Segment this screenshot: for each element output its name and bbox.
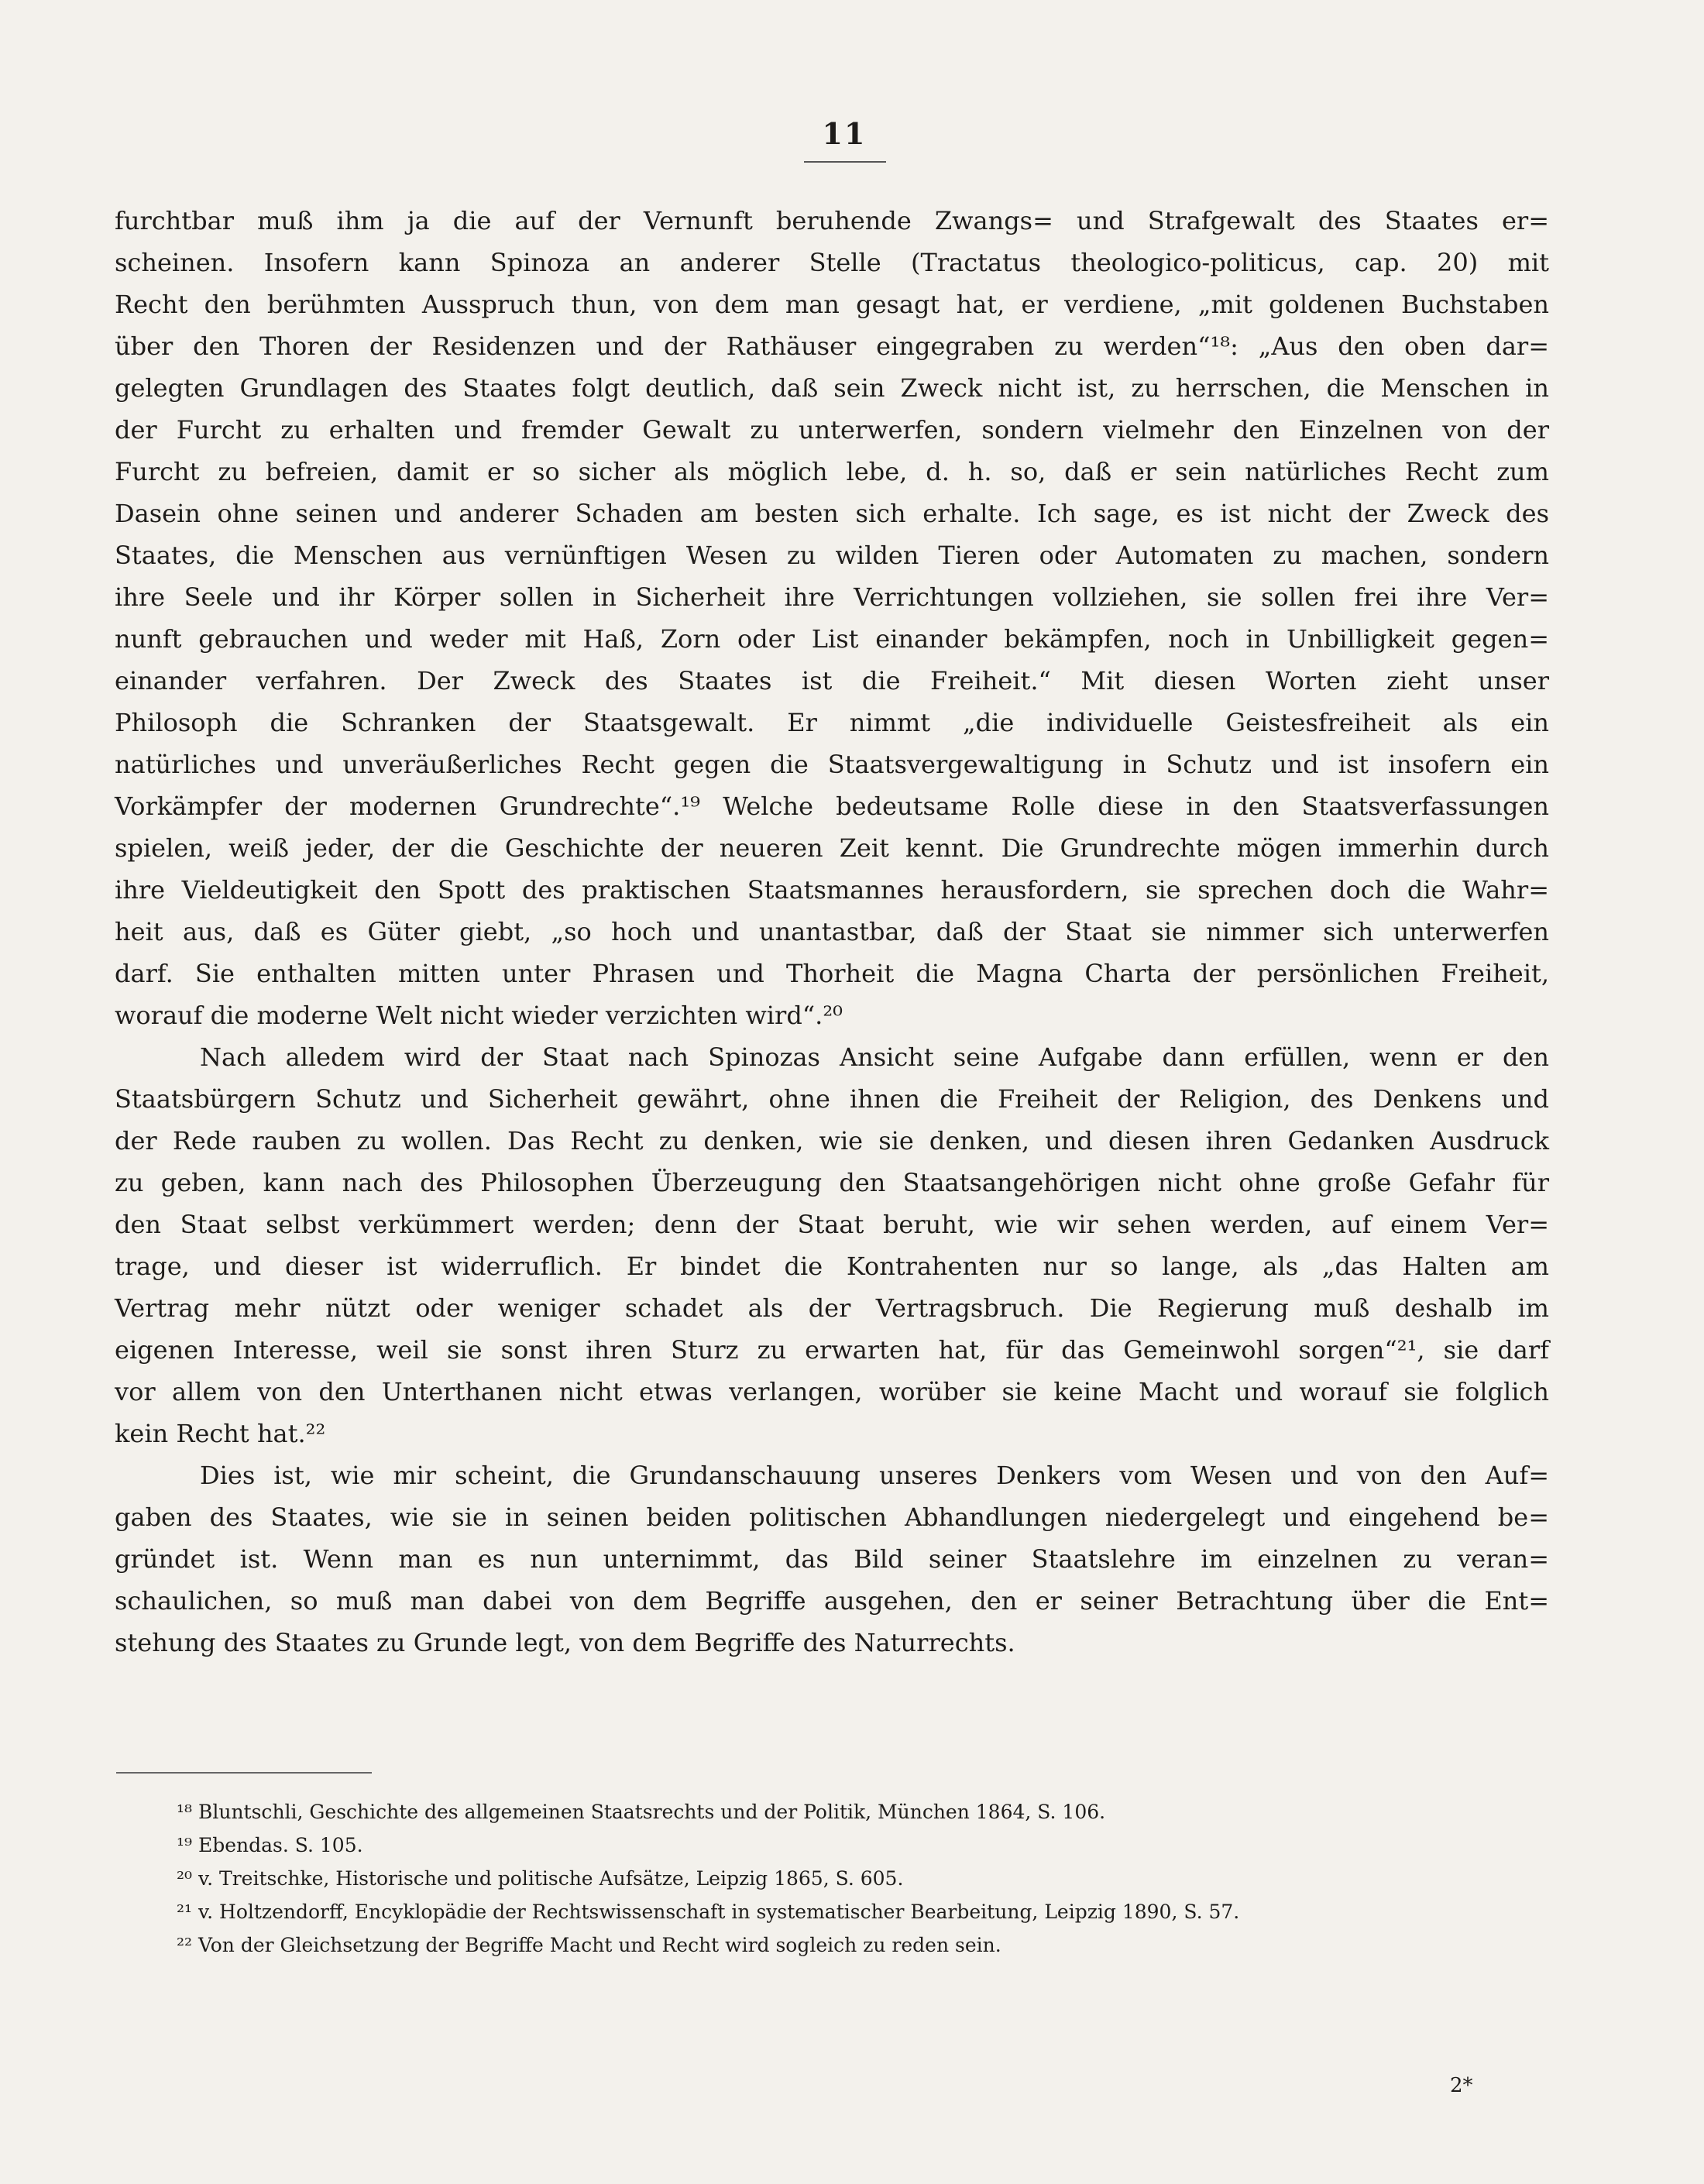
page-number: 11 xyxy=(822,116,867,151)
text-line: Furcht zu befreien, damit er so sicher als möglich lebe, d. h. so, daß er sein natürliches Recht zum xyxy=(115,457,1549,486)
text-line: eigenen Interesse, weil sie sonst ihren Sturz zu erwarten hat, für das Gemeinwohl sorgen“²¹, sie darf xyxy=(115,1335,1549,1365)
text-line: heit aus, daß es Güter giebt, „so hoch und unantastbar, daß der Staat sie nimmer sich unterwerfen xyxy=(115,917,1549,946)
body-text xyxy=(115,200,1549,1664)
text-line: einander verfahren. Der Zweck des Staates ist die Freiheit.“ Mit diesen Worten zieht unser xyxy=(115,666,1549,695)
text-line: Vorkämpfer der modernen Grundrechte“.¹⁹ Welche bedeutsame Rolle diese in den Staatsverfassungen xyxy=(115,792,1549,821)
text-line: gaben des Staates, wie sie in seinen beiden politischen Abhandlungen niedergelegt und eingehend be= xyxy=(115,1502,1549,1532)
footnote: ²² Von der Gleichsetzung der Begriffe Macht und Recht wird sogleich zu reden sein. xyxy=(177,1934,1001,1956)
text-line: Nach alledem wird der Staat nach Spinozas Ansicht seine Aufgabe dann erfüllen, wenn er den xyxy=(200,1042,1549,1072)
footnotes xyxy=(177,1795,1549,1962)
text-line: schaulichen, so muß man dabei von dem Begriffe ausgehen, den er seiner Betrachtung über die Ent= xyxy=(115,1586,1549,1616)
text-line: Recht den berühmten Ausspruch thun, von dem man gesagt hat, er verdiene, „mit goldenen Buchstaben xyxy=(115,290,1549,319)
text-line: Staates, die Menschen aus vernünftigen Wesen zu wilden Tieren oder Automaten zu machen, sondern xyxy=(115,541,1549,570)
text-line: scheinen. Insofern kann Spinoza an anderer Stelle (Tractatus theologico-politicus, cap. 20) mit xyxy=(115,248,1549,277)
text-line: worauf die moderne Welt nicht wieder verzichten wird“.²⁰ xyxy=(115,1001,843,1030)
text-line: vor allem von den Unterthanen nicht etwas verlangen, worüber sie keine Macht und worauf sie folglich xyxy=(115,1377,1549,1406)
text-line: natürliches und unveräußerliches Recht gegen die Staatsvergewaltigung in Schutz und ist insofern ein xyxy=(115,750,1549,779)
footnote: ¹⁹ Ebendas. S. 105. xyxy=(177,1834,363,1856)
text-line: darf. Sie enthalten mitten unter Phrasen und Thorheit die Magna Charta der persönlichen Freiheit, xyxy=(115,959,1549,988)
text-line: gründet ist. Wenn man es nun unternimmt, das Bild seiner Staatslehre im einzelnen zu veran= xyxy=(115,1544,1549,1574)
text-line: furchtbar muß ihm ja die auf der Vernunft beruhende Zwangs= und Strafgewalt des Staates er= xyxy=(115,206,1549,235)
text-line: Dies ist, wie mir scheint, die Grundanschauung unseres Denkers vom Wesen und von den Auf= xyxy=(200,1461,1549,1490)
text-line: Staatsbürgern Schutz und Sicherheit gewährt, ohne ihnen die Freiheit der Religion, des Denkens und xyxy=(115,1084,1549,1114)
text-line: über den Thoren der Residenzen und der Rathäuser eingegraben zu werden“¹⁸: „Aus den oben dar= xyxy=(115,331,1549,361)
text-line: ihre Seele und ihr Körper sollen in Sicherheit ihre Verrichtungen vollziehen, sie sollen frei ihre Ver= xyxy=(115,582,1549,612)
text-line: trage, und dieser ist widerruflich. Er bindet die Kontrahenten nur so lange, als „das Halten am xyxy=(115,1252,1549,1281)
text-line: den Staat selbst verkümmert werden; denn der Staat beruht, wie wir sehen werden, auf einem Ver= xyxy=(115,1210,1549,1239)
text-line: der Furcht zu erhalten und fremder Gewalt zu unterwerfen, sondern vielmehr den Einzelnen von der xyxy=(115,415,1549,445)
text-line: der Rede rauben zu wollen. Das Recht zu denken, wie sie denken, und diesen ihren Gedanken Ausdruck xyxy=(115,1126,1549,1156)
text-line: nunft gebrauchen und weder mit Haß, Zorn oder List einander bekämpfen, noch in Unbilligkeit gegen= xyxy=(115,624,1549,654)
page-number-rule xyxy=(804,161,886,163)
text-line: ihre Vieldeutigkeit den Spott des praktischen Staatsmannes herausfordern, sie sprechen doch die Wahr= xyxy=(115,875,1549,905)
text-line: spielen, weiß jeder, der die Geschichte der neueren Zeit kennt. Die Grundrechte mögen immerhin durch xyxy=(115,833,1549,863)
text-line: Dasein ohne seinen und anderer Schaden am besten sich erhalte. Ich sage, es ist nicht der Zweck des xyxy=(115,499,1549,528)
footnote: ²¹ v. Holtzendorff, Encyklopädie der Rechtswissenschaft in systematischer Bearbeitung, Leipzig 1890, S. 57. xyxy=(177,1901,1240,1923)
text-line: Philosoph die Schranken der Staatsgewalt. Er nimmt „die individuelle Geistesfreiheit als ein xyxy=(115,708,1549,737)
text-line: zu geben, kann nach des Philosophen Überzeugung den Staatsangehörigen nicht ohne große Gefahr für xyxy=(115,1168,1549,1197)
footnote: ¹⁸ Bluntschli, Geschichte des allgemeinen Staatsrechts und der Politik, München 1864, S. 106. xyxy=(177,1801,1106,1823)
text-line: stehung des Staates zu Grunde legt, von dem Begriffe des Naturrechts. xyxy=(115,1628,1015,1657)
text-line: kein Recht hat.²² xyxy=(115,1419,326,1448)
signature-mark: 2* xyxy=(1450,2074,1473,2097)
footnote: ²⁰ v. Treitschke, Historische und politische Aufsätze, Leipzig 1865, S. 605. xyxy=(177,1867,904,1890)
footnote-separator xyxy=(116,1772,372,1774)
text-line: Vertrag mehr nützt oder weniger schadet als der Vertragsbruch. Die Regierung muß deshalb im xyxy=(115,1293,1549,1323)
text-line: gelegten Grundlagen des Staates folgt deutlich, daß sein Zweck nicht ist, zu herrschen, die Menschen in xyxy=(115,373,1549,403)
